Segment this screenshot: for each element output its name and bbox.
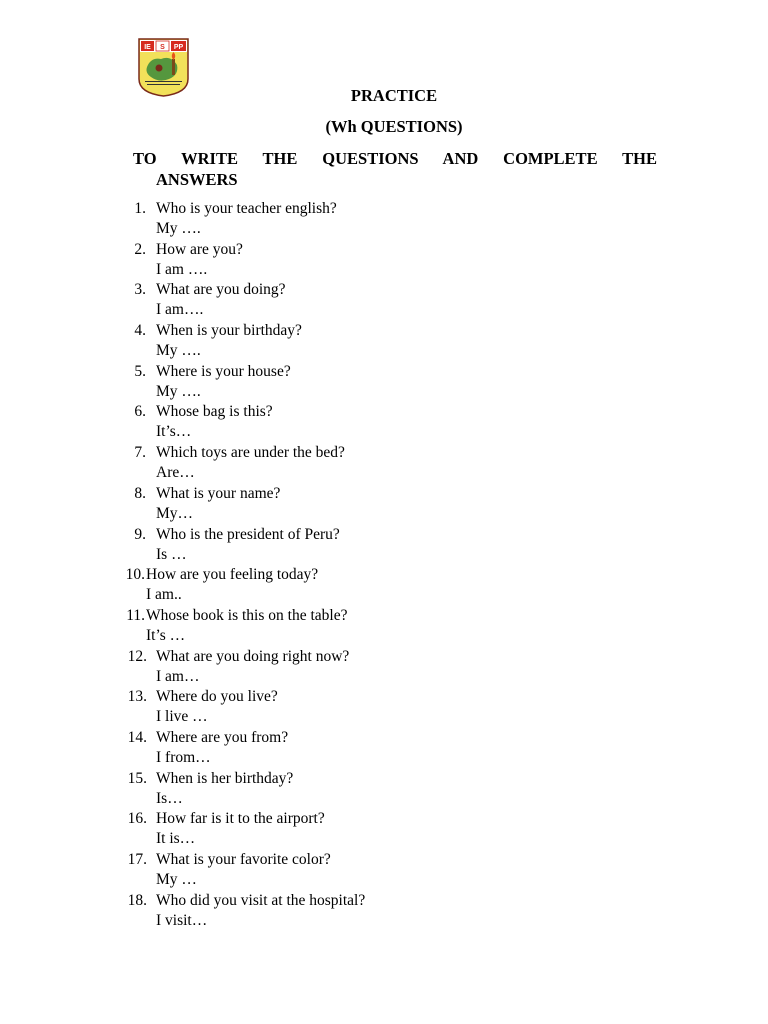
question-text: Where do you live?	[156, 688, 278, 706]
question-number: 2.	[134, 240, 146, 258]
answer-stem: I live …	[156, 708, 208, 726]
question-text: How are you feeling today?	[146, 566, 319, 584]
question-number: 18.	[127, 891, 147, 909]
question-text: How are you?	[156, 240, 243, 258]
answer-stem: My ….	[156, 342, 201, 360]
answer-stem: It’s …	[146, 626, 186, 644]
question-item	[0, 728, 768, 769]
answer-stem: It’s…	[156, 423, 192, 441]
question-text: Who is the president of Peru?	[156, 525, 340, 543]
question-item	[0, 280, 768, 321]
question-number: 13.	[127, 688, 147, 706]
question-text: Who is your teacher english?	[156, 200, 337, 217]
question-text: Which toys are under the bed?	[156, 444, 345, 462]
page-subtitle: (Wh QUESTIONS)	[325, 117, 463, 136]
question-number: 7.	[134, 444, 146, 462]
question-text: What are you doing?	[156, 281, 286, 299]
question-item	[0, 402, 768, 443]
page-title: PRACTICE	[350, 86, 438, 105]
question-text: When is her birthday?	[156, 769, 294, 787]
answer-stem: I from…	[156, 748, 211, 766]
question-number: 5.	[134, 362, 146, 380]
question-number: 6.	[134, 403, 146, 421]
question-number: 16.	[127, 810, 147, 828]
logo-letters-pp: PP	[173, 44, 184, 51]
question-item	[0, 362, 768, 403]
question-number: 3.	[134, 281, 146, 299]
question-item	[0, 687, 768, 728]
question-item	[0, 199, 768, 240]
question-text: When is your birthday?	[156, 322, 302, 340]
question-text: What are you doing right now?	[156, 647, 350, 665]
question-item	[0, 525, 768, 566]
question-number: 15.	[127, 769, 147, 787]
answer-stem: My…	[156, 504, 194, 522]
answer-stem: I am..	[146, 586, 182, 604]
answer-stem: I am…	[156, 667, 200, 685]
question-item	[0, 484, 768, 525]
question-item	[0, 240, 768, 281]
question-item	[0, 565, 768, 606]
question-number: 17.	[127, 851, 147, 868]
question-text: Where is your house?	[156, 362, 291, 380]
question-item	[0, 809, 768, 850]
answer-stem: My ….	[156, 382, 201, 400]
question-item	[0, 769, 768, 810]
answer-stem: I am ….	[156, 260, 208, 278]
answer-stem: I am….	[156, 301, 204, 319]
question-text: Who did you visit at the hospital?	[156, 891, 366, 909]
question-item	[0, 443, 768, 484]
question-text: What is your name?	[156, 484, 281, 502]
answer-stem: Is …	[156, 545, 187, 563]
question-number: 10.	[125, 566, 145, 584]
question-item	[0, 850, 768, 891]
question-text: Whose book is this on the table?	[146, 606, 348, 624]
question-number: 9.	[134, 525, 146, 543]
answer-stem: My ….	[156, 220, 201, 237]
answer-stem: I visit…	[156, 911, 208, 929]
question-number: 12.	[127, 647, 147, 665]
question-item	[0, 647, 768, 688]
answer-stem: It is…	[156, 830, 196, 848]
instruction-line-2: ANSWERS	[156, 170, 238, 189]
question-number: 14.	[127, 728, 147, 746]
answer-stem: Are…	[156, 464, 195, 482]
question-text: Where are you from?	[156, 728, 289, 746]
question-text: Whose bag is this?	[156, 403, 273, 421]
logo-letters-ie: IE	[144, 44, 151, 51]
logo-letters-s: S	[160, 44, 165, 51]
question-text: How far is it to the airport?	[156, 810, 325, 828]
question-list	[0, 199, 768, 931]
answer-stem: Is…	[156, 789, 183, 807]
question-number: 4.	[134, 322, 146, 340]
instruction-line-1: TO WRITE THE QUESTIONS AND COMPLETE THE	[133, 149, 657, 168]
question-item	[0, 891, 768, 932]
instruction-text	[133, 148, 657, 190]
question-number: 8.	[134, 484, 146, 502]
question-number: 1.	[134, 200, 146, 217]
question-item	[0, 606, 768, 647]
question-number: 11.	[126, 606, 145, 624]
question-text: What is your favorite color?	[156, 851, 331, 868]
question-item	[0, 321, 768, 362]
answer-stem: My …	[156, 871, 197, 888]
